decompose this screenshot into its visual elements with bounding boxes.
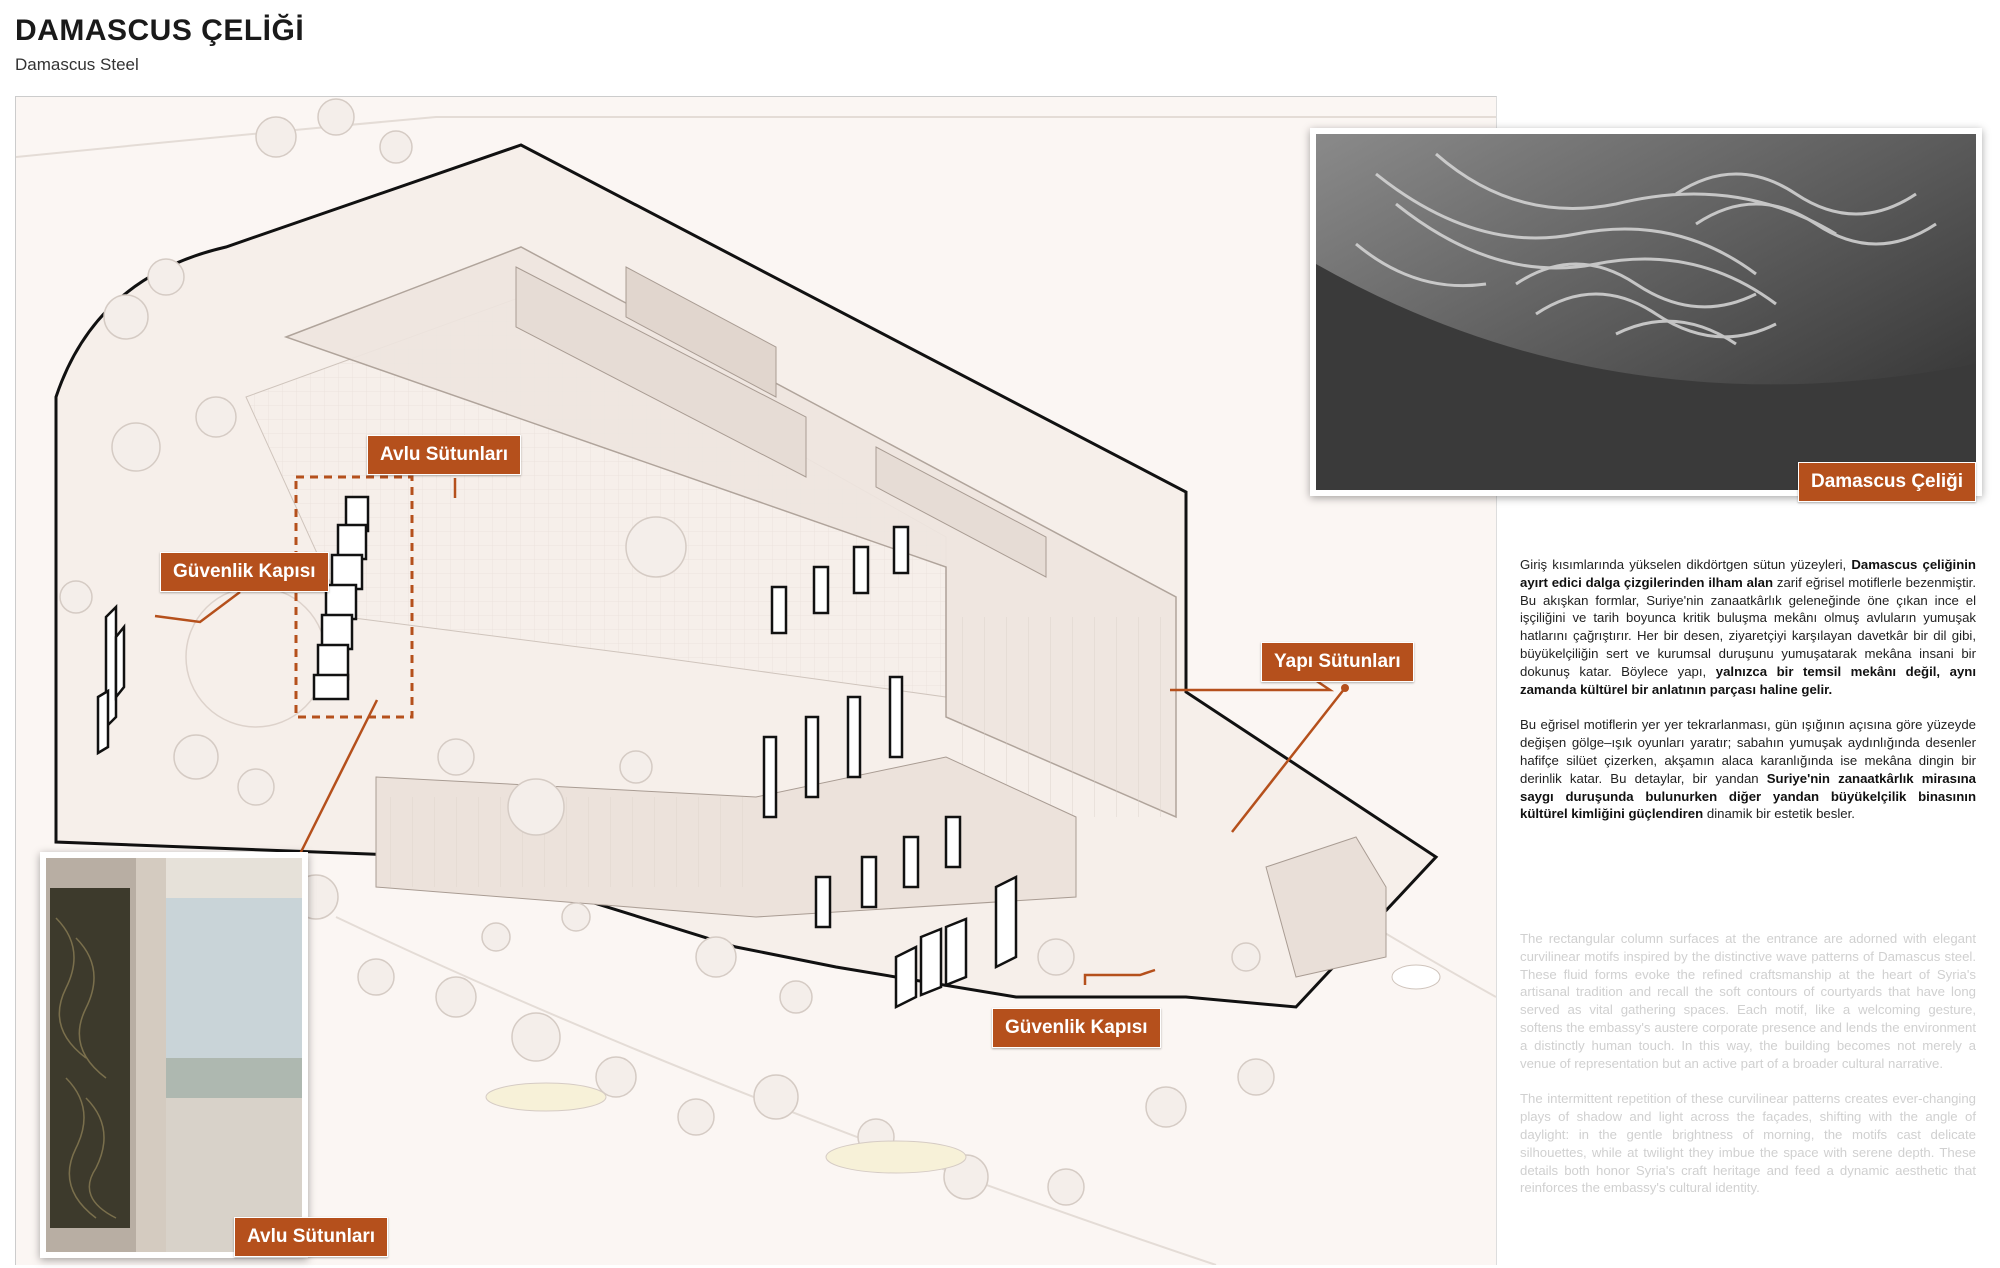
label-courtyard-columns-top: Avlu Sütunları [367,435,521,475]
paragraph-tr-1: Giriş kısımlarında yükselen dikdörtgen sütun yüzeyleri, Damascus çeliğinin ayırt edici dalga çizgilerinden ilham alan zarif eğrisel motiflerle bezenmiştir. Bu akışkan formlar, Suriye'nin zanaatkârlık geleneğinde öne çıkan ince el işçiliğini ve tarih boyunca kritik buluşma mekânı olmuş avluların yumuşak hatlarını çağrıştırır. Her bir desen, ziyaretçiyi karşılayan davetkâr bir dil gibi, büyükelçiliğin sert ve kurumsal duruşunu yumuşatarak mekâna insani bir dokunuş katar. Böylece yapı, yalnızca bir temsil mekânı değil, aynı zamanda kültürel bir anlatının parçası haline gelir. [1520,557,1977,697]
damascus-steel-image [1316,134,1976,490]
paragraph-tr-2: Bu eğrisel motiflerin yer yer tekrarlanması, gün ışığının açısına göre yüzeyde değişen gölge–ışık oyunları yaratır; sabahın yumuşak aydınlığında desenler hafifçe silüet çizerken, akşamın alaca karanlığında ise mekâna dingin bir derinlik katar. Bu detaylar, bir yandan Suriye'nin zanaatkârlık mirasına saygı duruşunda bulunurken diğer yandan büyükelçilik binasının kültürel kimliğini güçlendiren dinamik bir estetik besler. [1520,717,1976,822]
label-damascus-steel: Damascus Çeliği [1798,462,1976,502]
page-title: DAMASCUS ÇELİĞİ [15,14,305,47]
damascus-steel-photo [1310,128,1982,496]
description-turkish [1520,556,1976,841]
description-english [1520,930,1976,1215]
label-structural-columns: Yapı Sütunları [1261,642,1414,682]
courtyard-column-photo [40,852,308,1258]
courtyard-column-image [46,858,302,1252]
label-security-gate-bottom: Güvenlik Kapısı [992,1008,1161,1048]
paragraph-en-1: The rectangular column surfaces at the entrance are adorned with elegant curvilinear motifs inspired by the distinctive wave patterns of Damascus steel. These fluid forms evoke the refined craftsmanship at the heart of Syria's artisanal tradition and recall the soft contours of courtyards that have long served as vital gathering spaces. Each motif, like a welcoming gesture, softens the embassy's austere corporate presence and lends the environment a distinctly human touch. In this way, the building becomes not merely a venue of representation but an active part of a broader cultural narrative. [1520,931,1976,1071]
paragraph-en-2: The intermittent repetition of these curvilinear patterns creates ever-changing plays of shadow and light across the façades, shifting with the angle of daylight: in the gentle brightness of morning, the motifs cast delicate silhouettes, while at twilight they imbue the space with serene depth. These details both honor Syria's craft heritage and feed a dynamic aesthetic that reinforces the embassy's cultural identity. [1520,1091,1976,1196]
label-security-gate-left: Güvenlik Kapısı [160,552,329,592]
page-subtitle: Damascus Steel [15,55,139,74]
label-courtyard-columns-bottom: Avlu Sütunları [234,1217,388,1257]
